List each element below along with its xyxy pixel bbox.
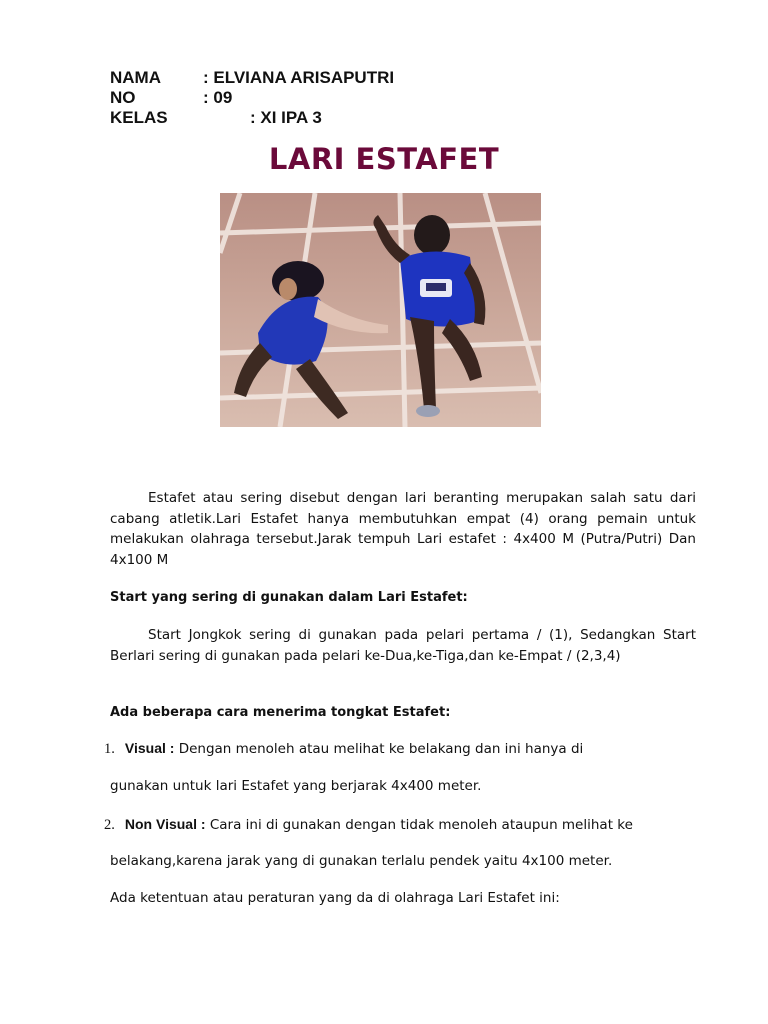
method-item [104, 816, 633, 834]
intro-paragraph: Estafet atau sering disebut dengan lari beranting merupakan salah satu dari cabang atletik.Lari Estafet hanya membutuhkan empat (4) orang pemain untuk melakukan olahraga tersebut.Jarak tempuh Lari estafet : 4x400 M (Putra/Putri) Dan 4x100 M [110, 490, 696, 568]
start-heading: Start yang sering di gunakan dalam Lari Estafet: [110, 590, 468, 605]
relay-runners-photo [220, 193, 541, 427]
method-continuation: gunakan untuk lari Estafet yang berjarak 4x400 meter. [110, 778, 482, 794]
method-number: 1. [104, 741, 115, 757]
method-description: Dengan menoleh atau melihat ke belakang dan ini hanya di [174, 741, 584, 757]
number-value: : 09 [203, 88, 233, 107]
method-number: 2. [104, 817, 115, 833]
class-label: KELAS [110, 108, 168, 127]
method-description: Cara ini di gunakan dengan tidak menoleh ataupun melihat ke [205, 817, 633, 833]
method-item [104, 740, 583, 758]
method-continuation: belakang,karena jarak yang di gunakan terlalu pendek yaitu 4x100 meter. [110, 853, 613, 869]
methods-heading: Ada beberapa cara menerima tongkat Estafet: [110, 705, 451, 720]
class-value: : XI IPA 3 [250, 108, 322, 127]
method-name: Non Visual : [124, 816, 206, 832]
start-paragraph: Start Jongkok sering di gunakan pada pelari pertama / (1), Sedangkan Start Berlari sering di gunakan pada pelari ke-Dua,ke-Tiga,dan ke-Empat / (2,3,4) [110, 627, 696, 664]
name-value: : ELVIANA ARISAPUTRI [203, 68, 395, 87]
number-label: NO [110, 88, 136, 107]
rules-line: Ada ketentuan atau peraturan yang da di olahraga Lari Estafet ini: [110, 890, 560, 906]
name-label: NAMA [110, 68, 161, 87]
page-title: LARI ESTAFET [268, 142, 500, 176]
method-name: Visual : [124, 740, 175, 756]
